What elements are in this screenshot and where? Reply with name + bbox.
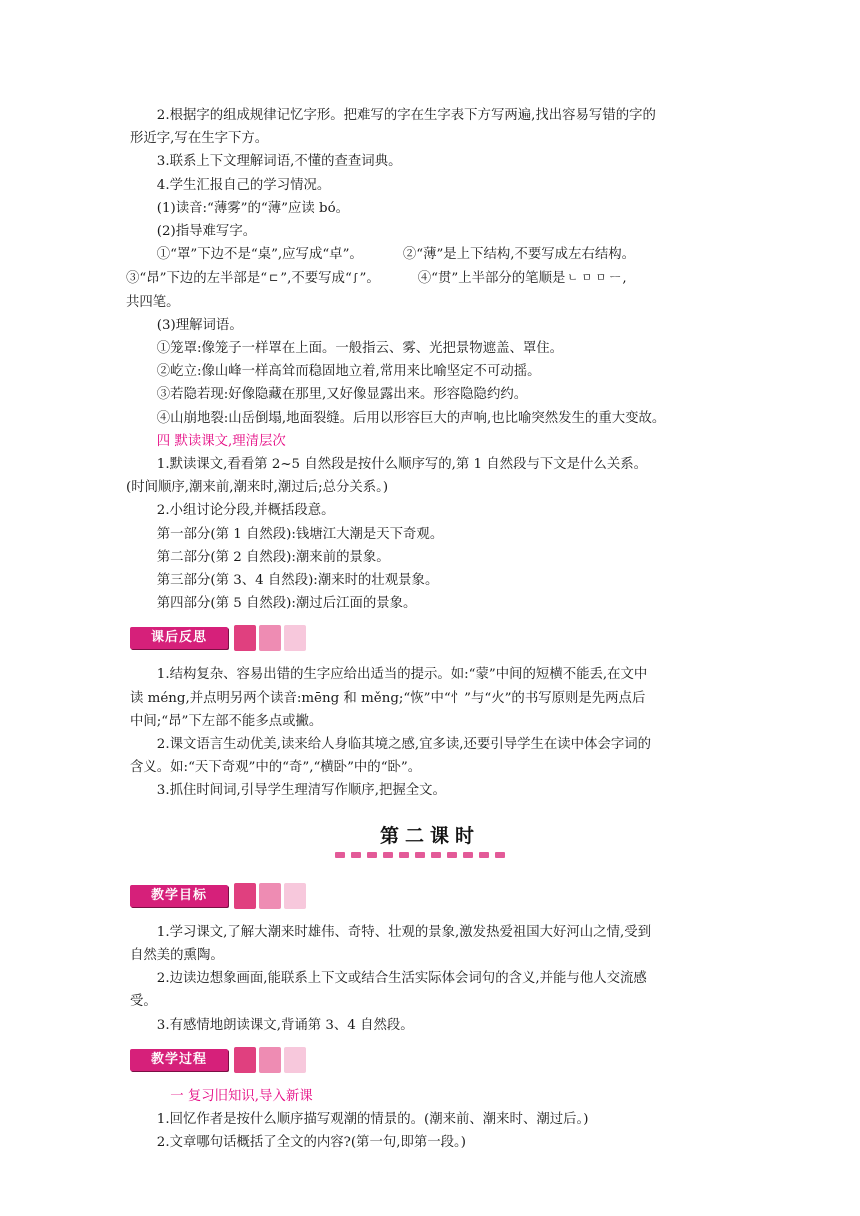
paragraph: (3)理解词语。 <box>156 317 243 333</box>
paragraph: 受。 <box>130 994 157 1010</box>
section-label: 教学目标 <box>130 885 228 907</box>
paragraph: 3.抓住时间词,引导学生理清写作顺序,把握全文。 <box>156 783 446 799</box>
section-label: 课后反思 <box>130 627 228 649</box>
paragraph: 4.学生汇报自己的学习情况。 <box>156 177 331 193</box>
paragraph: 2.边读边想象画面,能联系上下文或结合生活实际体会词句的含义,并能与他人交流感 <box>156 971 647 987</box>
word-explanation: ②屹立:像山峰一样高耸而稳固地立着,常用来比喻坚定不可动摇。 <box>156 364 541 380</box>
decor-square <box>284 883 306 909</box>
decor-square <box>259 1047 281 1073</box>
section-label-reflection <box>130 625 730 651</box>
decor-square <box>284 1047 306 1073</box>
document-page <box>126 104 730 1154</box>
hard-char-4-text-a: ④“贯”上半部分的笔顺是 <box>417 271 566 287</box>
decor-square <box>259 883 281 909</box>
paragraph: 2.文章哪句话概括了全文的内容?(第一句,即第一段。) <box>156 1135 466 1151</box>
word-explanation: ④山崩地裂:山岳倒塌,地面裂缝。后用以形容巨大的声响,也比喻突然发生的重大变故。 <box>156 410 666 426</box>
hard-chars-row-2 <box>126 266 730 290</box>
paragraph: (时间顺序,潮来前,潮来时,潮过后;总分关系。) <box>126 480 389 496</box>
paragraph: 读 méng,并点明另两个读音:mēng 和 měng;“恢”中“忄”与“火”的书写原则是先两点后 <box>130 690 646 706</box>
paragraph: 第四部分(第 5 自然段):潮过后江面的景象。 <box>156 596 417 612</box>
hard-char-3-text-a: ③“昂”下边的左半部是“ <box>126 271 268 287</box>
decor-square <box>234 625 256 651</box>
paragraph: 1.回忆作者是按什么顺序描写观潮的情景的。(潮来前、潮来时、潮过后。) <box>156 1111 589 1127</box>
section-heading: 四 默读课文,理清层次 <box>156 433 286 449</box>
paragraph: 3.联系上下文理解词语,不懂的查查词典。 <box>156 154 402 170</box>
paragraph: 1.学习课文,了解大潮来时雄伟、奇特、壮观的景象,激发热爱祖国大好河山之情,受到 <box>156 924 652 940</box>
paragraph: 共四笔。 <box>126 294 180 310</box>
title-underline-dots <box>335 851 505 859</box>
lesson-title-text: 第二课时 <box>379 824 480 847</box>
paragraph: 1.结构复杂、容易出错的生字应给出适当的提示。如:“蒙”中间的短横不能丢,在文中 <box>156 667 648 683</box>
paragraph: (2)指导难写字。 <box>156 224 257 240</box>
paragraph: 1.默读课文,看看第 2~5 自然段是按什么顺序写的,第 1 自然段与下文是什么关系。 <box>156 457 647 473</box>
hard-char-3 <box>126 266 380 290</box>
paragraph: 3.有感情地朗读课文,背诵第 3、4 自然段。 <box>156 1017 414 1033</box>
decor-square <box>234 883 256 909</box>
paragraph: 2.小组讨论分段,并概括段意。 <box>156 503 335 519</box>
hard-chars-row-1 <box>130 243 730 266</box>
stroke-glyph-icon: ⊏ <box>269 271 279 285</box>
paragraph: 含义。如:“天下奇观”中的“奇”,“横卧”中的“卧”。 <box>130 760 422 776</box>
word-explanation: ③若隐若现:好像隐藏在那里,又好像显露出来。形容隐隐约约。 <box>156 387 528 403</box>
hard-char-3-text-c: ”。 <box>359 271 380 287</box>
section-label: 教学过程 <box>130 1049 228 1071</box>
hard-char-1: ①“罩”下边不是“桌”,应写成“卓”。 <box>156 247 363 263</box>
paragraph: 中间;“昂”下左部不能多点或撇。 <box>130 713 323 729</box>
hard-char-4-text-b: , <box>622 271 627 287</box>
paragraph: (1)读音:“薄雾”的“薄”应读 bó。 <box>156 200 350 216</box>
stroke-glyph-wrong-icon: ʃ <box>353 271 358 285</box>
section-heading: 一 复习旧知识,导入新课 <box>170 1088 313 1104</box>
decor-square <box>284 625 306 651</box>
lesson-title <box>130 817 730 867</box>
section-label-goals <box>130 883 730 909</box>
paragraph: 第二部分(第 2 自然段):潮来前的景象。 <box>156 549 390 565</box>
paragraph: 2.根据字的组成规律记忆字形。把难写的字在生字表下方写两遍,找出容易写错的字的 <box>156 108 656 123</box>
paragraph: 第一部分(第 1 自然段):钱塘江大潮是天下奇观。 <box>156 526 444 542</box>
section-label-process <box>130 1047 730 1073</box>
hard-char-4 <box>418 266 627 290</box>
word-explanation: ①笼罩:像笼子一样罩在上面。一般指云、雾、光把景物遮盖、罩住。 <box>156 341 564 357</box>
decor-square <box>234 1047 256 1073</box>
hard-char-2: ②“薄”是上下结构,不要写成左右结构。 <box>402 247 636 263</box>
hard-char-3-text-b: ”,不要写成“ <box>280 271 352 287</box>
paragraph: 2.课文语言生动优美,读来给人身临其境之感,宜多读,还要引导学生在读中体会字词的 <box>156 737 652 753</box>
paragraph: 形近字,写在生字下方。 <box>130 131 269 147</box>
paragraph: 第三部分(第 3、4 自然段):潮来时的壮观景象。 <box>156 573 439 589</box>
paragraph: 自然美的熏陶。 <box>130 947 224 963</box>
decor-square <box>259 625 281 651</box>
stroke-order-icon: ㄴ ㅁ ㅁ ㅡ <box>567 271 621 285</box>
